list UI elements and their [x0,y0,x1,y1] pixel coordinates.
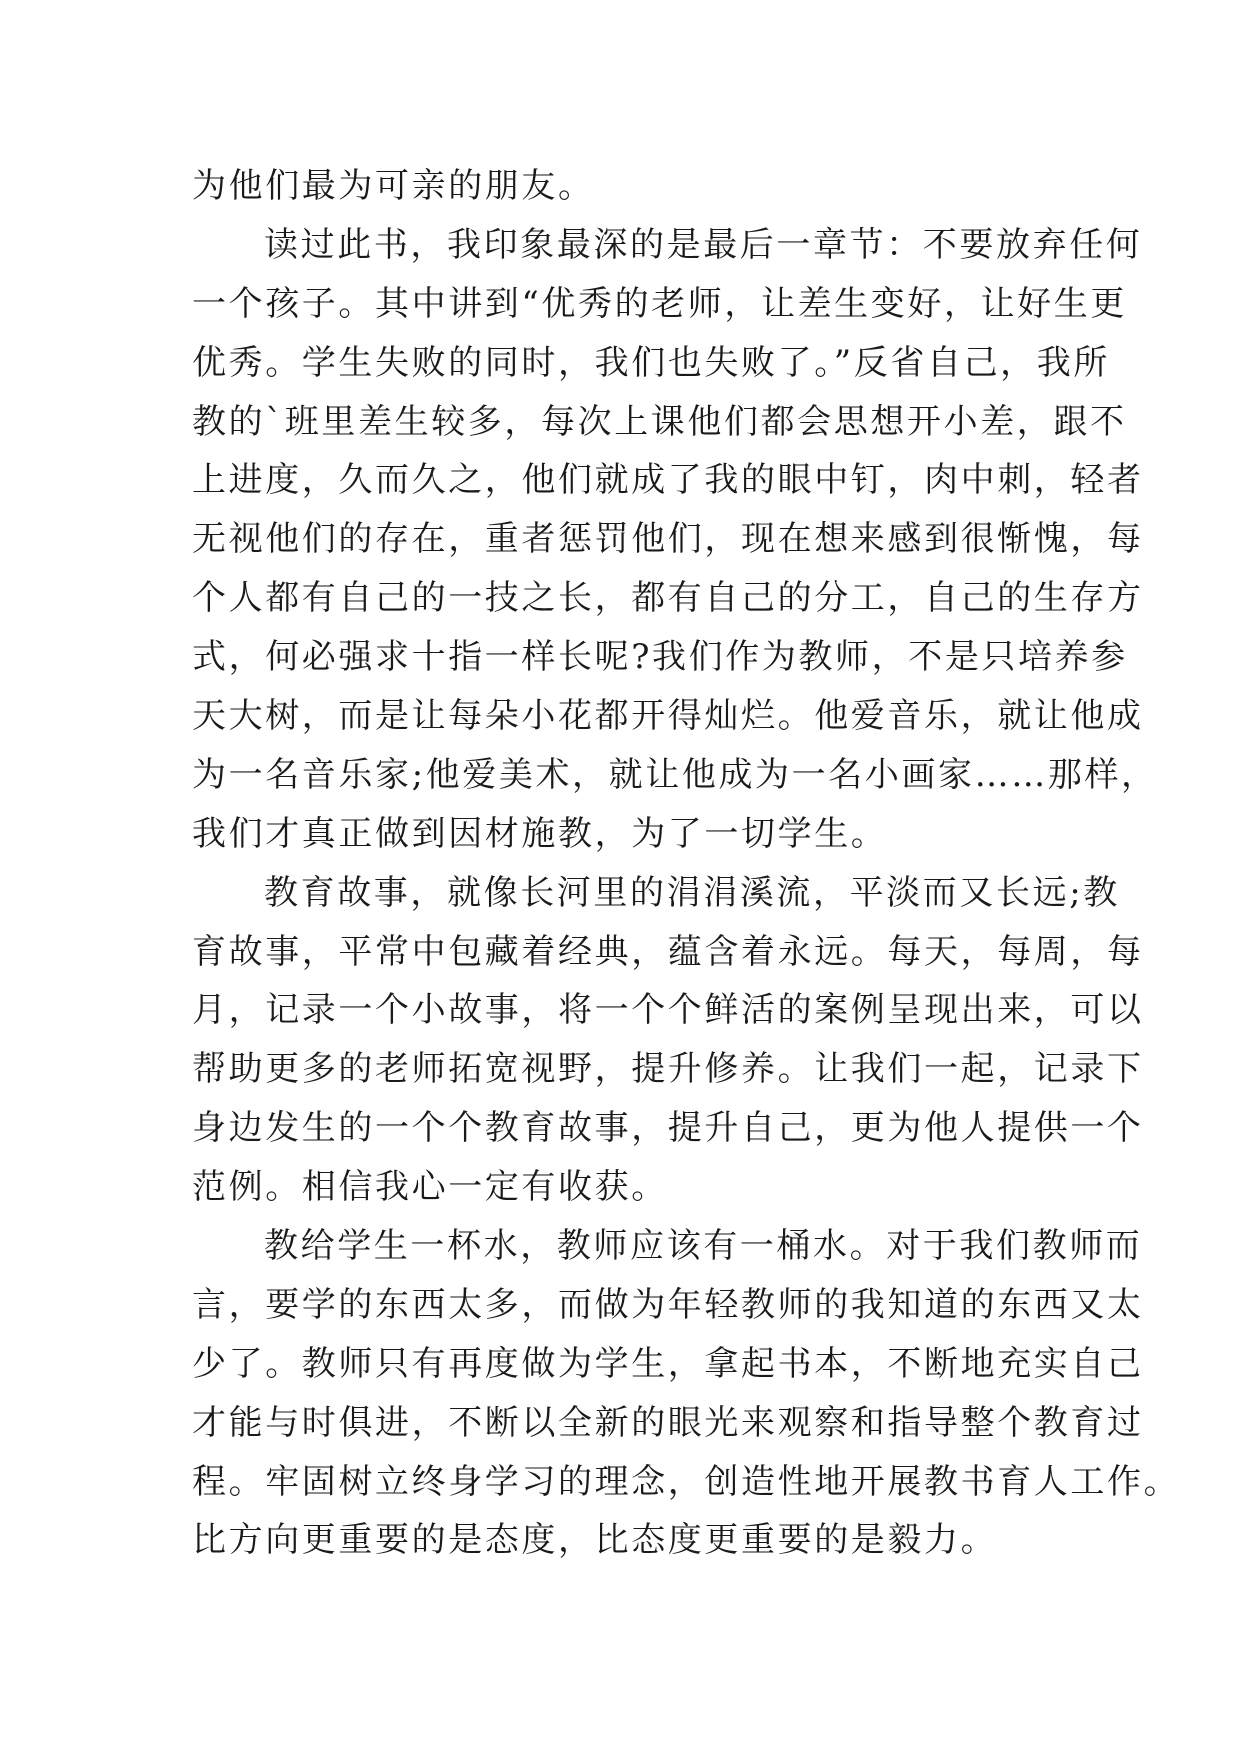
text-line: 教的`班里差生较多，每次上课他们都会思想开小差，跟不 [192,401,1127,442]
text-line: 比方向更重要的是态度，比态度更重要的是毅力。 [192,1520,998,1561]
text-line: 个人都有自己的一技之长，都有自己的分工，自己的生存方 [192,578,1144,619]
body-text [192,157,1181,1570]
text-line: 一个孩子。其中讲到“优秀的老师，让差生变好，让好生更 [192,283,1127,324]
text-line: 少了。教师只有再度做为学生，拿起书本，不断地充实自己 [192,1343,1144,1384]
text-line: 为一名音乐家;他爱美术，就让他成为一名小画家……那样， [192,754,1158,795]
text-line: 为他们最为可亲的朋友。 [192,166,595,206]
text-line: 教育故事，就像长河里的涓涓溪流，平淡而又长远;教 [264,872,1120,913]
text-line: 我们才真正做到因材施教，为了一切学生。 [192,813,888,854]
text-line: 上进度，久而久之，他们就成了我的眼中钉，肉中刺，轻者 [192,460,1144,501]
text-line: 育故事，平常中包藏着经典，蕴含着永远。每天，每周，每 [192,931,1144,972]
text-line: 范例。相信我心一定有收获。 [192,1167,668,1208]
text-line: 教给学生一杯水，教师应该有一桶水。对于我们教师而 [264,1226,1143,1267]
text-line: 月，记录一个小故事，将一个个鲜活的案例呈现出来，可以 [192,990,1144,1031]
text-line: 读过此书，我印象最深的是最后一章节：不要放弃任何 [264,224,1143,265]
text-line: 身边发生的一个个教育故事，提升自己，更为他人提供一个 [192,1108,1144,1149]
text-line: 才能与时俱进，不断以全新的眼光来观察和指导整个教育过 [192,1402,1144,1443]
text-line: 言，要学的东西太多，而做为年轻教师的我知道的东西又太 [192,1284,1144,1325]
text-line: 程。牢固树立终身学习的理念，创造性地开展教书育人工作。 [192,1461,1181,1502]
text-line: 式，何必强求十指一样长呢?我们作为教师，不是只培养参 [192,637,1128,678]
text-line: 无视他们的存在，重者惩罚他们，现在想来感到很惭愧，每 [192,519,1144,560]
text-line: 优秀。学生失败的同时，我们也失败了。”反省自己，我所 [192,342,1110,383]
text-line: 天大树，而是让每朵小花都开得灿烂。他爱音乐，就让他成 [192,696,1144,737]
text-line: 帮助更多的老师拓宽视野，提升修养。让我们一起，记录下 [192,1049,1144,1090]
